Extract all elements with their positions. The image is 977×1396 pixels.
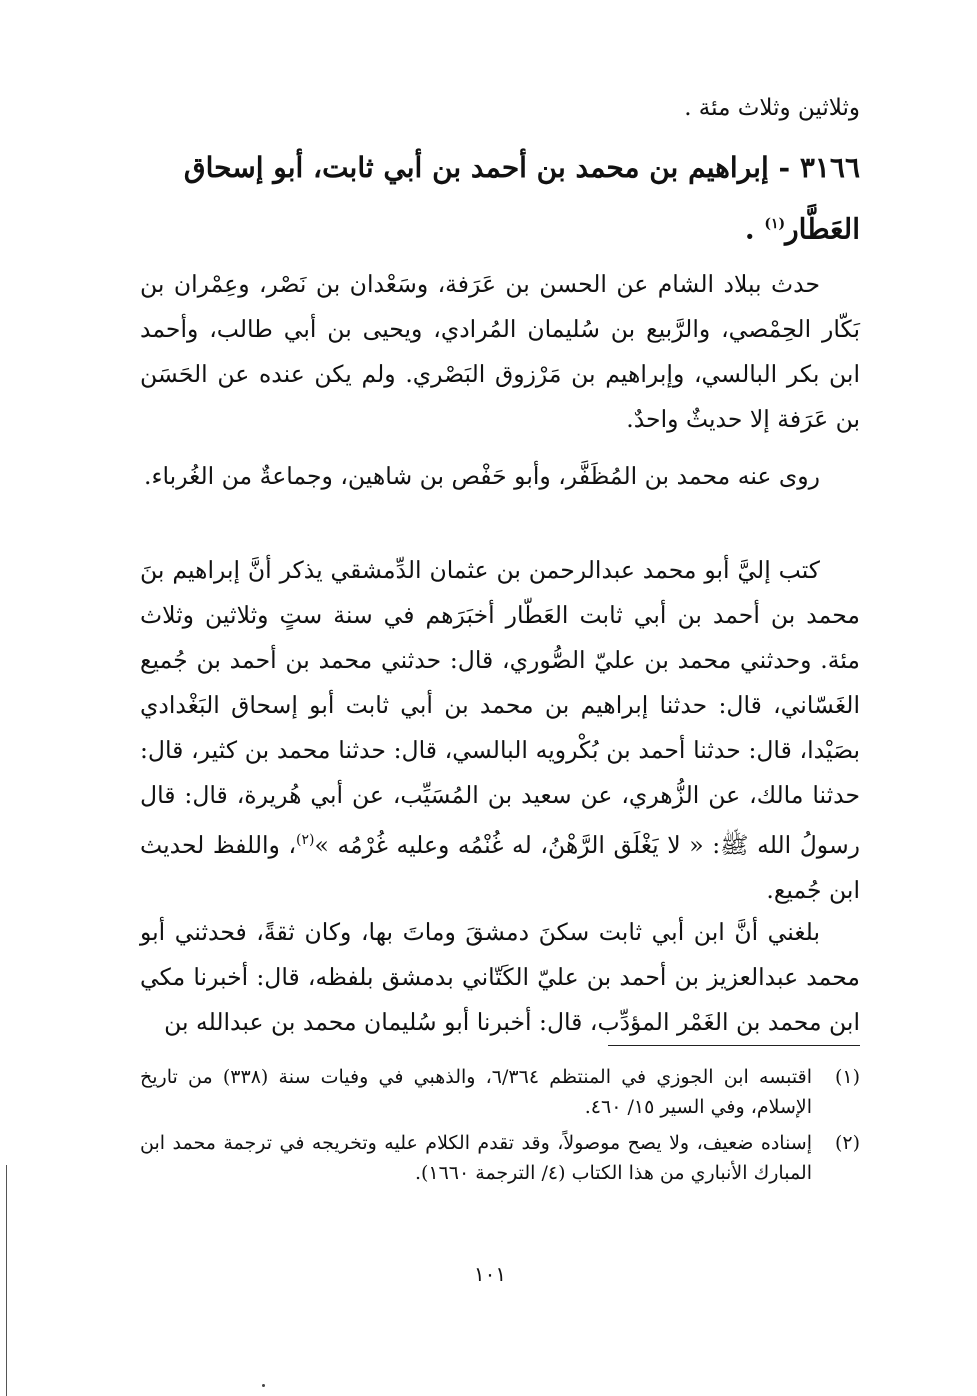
footnote-1 [140,1062,860,1122]
entry-heading-line-2 [140,196,860,257]
entry-heading [140,140,860,257]
footnote-separator [608,1045,860,1046]
paragraph-3 [140,548,860,913]
footnotes [140,1062,860,1194]
entry-heading-name: العَطَّار [785,212,860,246]
paragraph-1: حدث ببلاد الشام عن الحسن بن عَرَفة، وسَعْدان بن نَصْر، وعِمْران بن بَكّار الحِمْصي، والرَّبيع بن سُليمان المُرادي، ويحيى بن أبي طالب، وأحمد ابن بكر البالسي، وإبراهيم بن مَرْزوق البَصْري. ولم يكن عنده عن الحَسَن بن عَرَفة إلا حديثٌ واحدٌ. [140,270,860,433]
footnote-2 [140,1128,860,1188]
page-number: ١٠١ [473,1262,507,1286]
paragraph-4: بلغني أنَّ ابن أبي ثابت سكنَ دمشقَ وماتَ بها، وكان ثقةً، فحدثني أبو محمد عبدالعزيز بن أحمد بن عليّ الكَتّاني بدمشق بلفظه، قال: أخبرنا مكي ابن محمد بن الغَمْر المؤدِّب، قال: أخبرنا أبو سُليمان محمد بن عبدالله بن [140,918,860,1036]
footnote-1-text: اقتبسه ابن الجوزي في المنتظم ٦/٣٦٤، والذهبي في وفيات سنة (٣٣٨) من تاريخ الإسلام، وفي السير ١٥/ ٤٦٠. [140,1066,812,1118]
carry-over-line: وثلاثين وثلاث مئة . [684,95,860,121]
footnote-2-number: (٢) [834,1132,860,1154]
footnote-1-number: (١) [834,1066,860,1088]
entry-heading-line-1: ٣١٦٦ - إبراهيم بن محمد بن أحمد بن أبي ثابت، أبو إسحاق [183,151,860,184]
scan-margin-line [6,1165,7,1396]
footnote-marker-1: (١) [764,216,786,232]
footnote-marker-2: (٢) [296,832,315,848]
entry-heading-end: . [744,212,765,246]
footnote-2-text: إسناده ضعيف، ولا يصح موصولاً، وقد تقدم الكلام عليه وتخريجه في ترجمة محمد ابن المبارك الأنباري من هذا الكتاب (٤/ الترجمة ١٦٦٠). [140,1132,812,1184]
paragraph-3-tail: ، واللفظ لحديث ابن جُميع. [140,830,860,904]
scan-speck [262,1384,265,1387]
paragraph-2: روى عنه محمد بن المُظَفَّر، وأبو حَفْص بن شاهين، وجماعةٌ من الغُرباء. [143,462,820,490]
paragraph-3-body: كتب إليَّ أبو محمد عبدالرحمن بن عثمان الدِّمشقي يذكر أنَّ إبراهيم بنَ محمد بن أحمد بن أبي ثابت العَطّار أخبَرَهم في سنة ستٍ وثلاثين وثلاث مئة. وحدثني محمد بن عليّ الصُّوري، قال: حدثني محمد بن أحمد بن جُميع الغَسّاني، قال: حدثنا إبراهيم بن محمد بن أبي ثابت أبو إسحاق البَغْدادي بصَيْدا، قال: حدثنا أحمد بن بُكْرويه البالسي، قال: حدثنا محمد بن كثير، قال: حدثنا مالك، عن الزُّهري، عن سعيد بن المُسَيِّب، عن أبي هُريرة، قال: قال رسولُ الله ﷺ: « لا يَغْلَق الرَّهْنُ، له غُنْمُه وعليه غُرْمُه » [140,556,860,859]
